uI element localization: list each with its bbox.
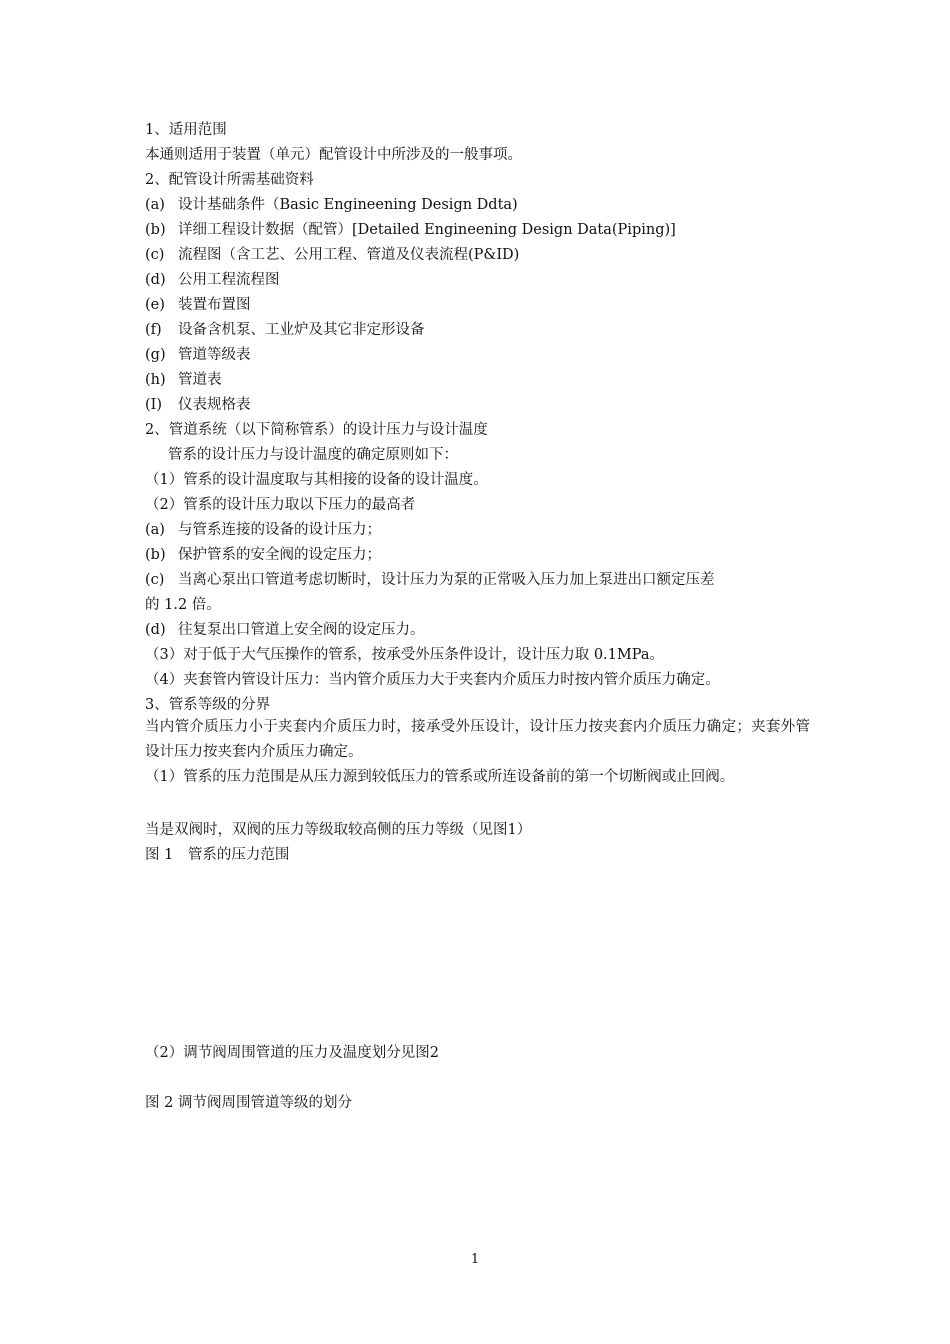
list-item <box>145 295 810 315</box>
pressure-rule-2: （2）管系的设计压力取以下压力的最高者 <box>145 497 416 513</box>
list-text: 仪表规格表 <box>178 397 251 413</box>
heading-grade-boundary: 3、管系等级的分界 <box>145 697 271 713</box>
list-text: 管道表 <box>178 372 222 388</box>
list-item <box>145 395 810 415</box>
list-text: 公用工程流程图 <box>178 272 280 288</box>
list-text: 保护管系的安全阀的设定压力； <box>178 547 381 563</box>
list-text: 设计基础条件（Basic Engineening Design Ddta) <box>178 197 518 213</box>
list-text: 当离心泵出口管道考虑切断时，设计压力为泵的正常吸入压力加上泵进出口额定压差 <box>178 572 715 588</box>
list-item <box>145 320 810 340</box>
heading-scope: 1、适用范围 <box>145 122 227 138</box>
list-item <box>145 520 810 540</box>
list-item <box>145 220 810 240</box>
figure-2-caption: 图 2 调节阀周围管道等级的划分 <box>145 1095 352 1111</box>
heading-basic-data: 2、配管设计所需基础资料 <box>145 172 314 188</box>
page-number: 1 <box>470 1252 480 1267</box>
list-label: (e) <box>145 297 165 313</box>
list-item <box>145 195 810 215</box>
pressure-rule-1: （1）管系的设计温度取与其相接的设备的设计温度。 <box>145 472 488 488</box>
list-item <box>145 570 810 590</box>
pressure-rule-4: （4）夹套管内管设计压力：当内管介质压力大于夹套内介质压力时按内管介质压力确定。 <box>145 672 720 688</box>
list-text: 与管系连接的设备的设计压力； <box>178 522 381 538</box>
list-item <box>145 345 810 365</box>
grade-paragraph-2: （1）管系的压力范围是从压力源到较低压力的管系或所连设备前的第一个切断阀或止回阀。 <box>145 769 735 785</box>
list-label: (d) <box>145 622 166 638</box>
pressure-rule-3: （3）对于低于大气压操作的管系，按承受外压条件设计，设计压力取 0.1MPa。 <box>145 647 664 663</box>
list-text: 管道等级表 <box>178 347 251 363</box>
list-label: (a) <box>145 522 165 538</box>
pressure-intro: 管系的设计压力与设计温度的确定原则如下： <box>168 447 458 463</box>
list-label: (f) <box>145 322 162 338</box>
list-label: (a) <box>145 197 165 213</box>
list-label: (I) <box>145 397 163 413</box>
list-item <box>145 370 810 390</box>
list-text: 装置布置图 <box>178 297 251 313</box>
list-item <box>145 245 810 265</box>
list-label: (b) <box>145 222 166 238</box>
list-text: 流程图（含工艺、公用工程、管道及仪表流程(P&ID) <box>178 247 520 263</box>
list-label: (g) <box>145 347 166 363</box>
list-item <box>145 620 810 640</box>
double-valve-text: 当是双阀时，双阀的压力等级取较高侧的压力等级（见图1） <box>145 822 532 838</box>
list-label: (d) <box>145 272 166 288</box>
list-label: (b) <box>145 547 166 563</box>
list-text: 设备含机泵、工业炉及其它非定形设备 <box>178 322 425 338</box>
list-text: 详细工程设计数据（配管）[Detailed Engineening Design Data(Piping)] <box>178 222 676 238</box>
grade-paragraph-1: 当内管介质压力小于夹套内介质压力时，接承受外压设计，设计压力按夹套内介质压力确定；夹套外管设计压力按夹套内介质压力确定。 <box>145 719 810 760</box>
heading-design-pressure: 2、管道系统（以下简称管系）的设计压力与设计温度 <box>145 422 488 438</box>
list-item <box>145 270 810 290</box>
list-continuation: 的 1.2 倍。 <box>145 597 221 613</box>
list-item <box>145 545 810 565</box>
control-valve-text: （2）调节阀周围管道的压力及温度划分见图2 <box>145 1045 439 1061</box>
list-text: 往复泵出口管道上安全阀的设定压力。 <box>178 622 425 638</box>
scope-text: 本通则适用于装置（单元）配管设计中所涉及的一般事项。 <box>145 147 522 163</box>
list-label: (h) <box>145 372 166 388</box>
list-label: (c) <box>145 572 165 588</box>
figure-1-caption: 图 1 管系的压力范围 <box>145 847 290 863</box>
list-label: (c) <box>145 247 165 263</box>
